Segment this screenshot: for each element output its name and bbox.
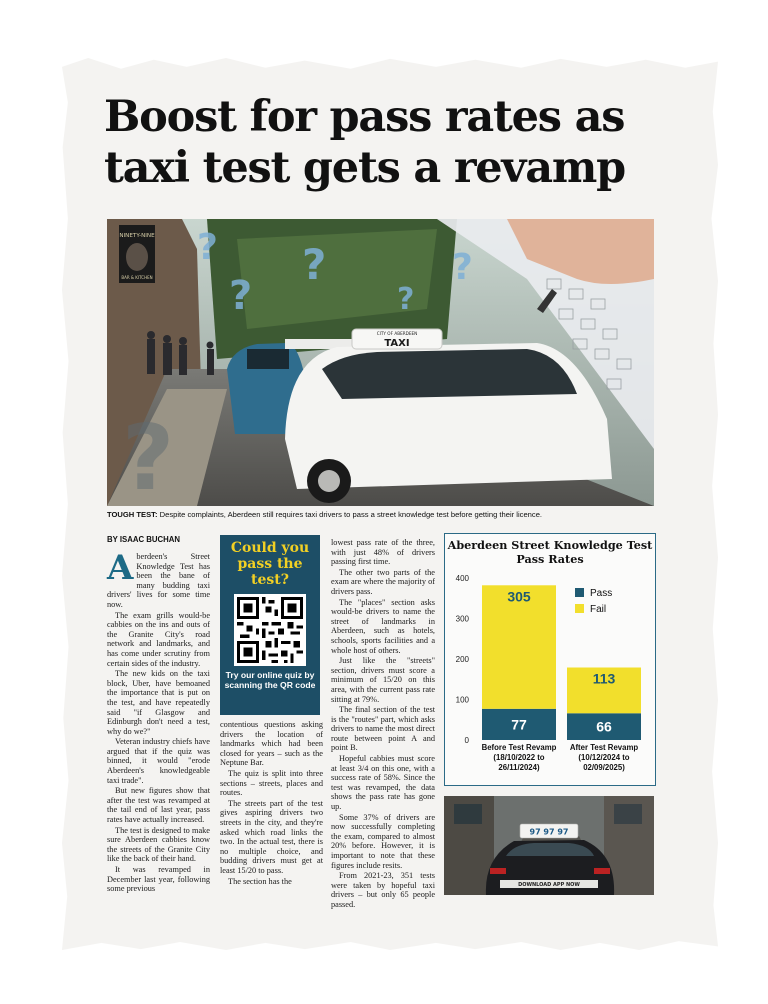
paragraph: But new figures show that after the test was revamped at the tail end of last year, pass rates have actually increased. <box>107 786 210 825</box>
taxi-street-photo <box>107 219 654 506</box>
byline: BY ISAAC BUCHAN <box>107 535 181 544</box>
question-mark-icon: ? <box>302 240 327 289</box>
x-category-label: (18/10/2022 to <box>493 753 545 762</box>
drop-cap: A <box>107 548 134 588</box>
rear-plate-text: DOWNLOAD APP NOW <box>518 882 580 888</box>
caption-text: Despite complaints, Aberdeen still requires taxi drivers to pass a street knowledge test before getting their licence. <box>157 510 543 519</box>
x-category-label: After Test Revamp <box>569 743 639 752</box>
paragraph: The final section of the test is the "routes" part, which asks drivers to name the most direct route between point A and point B. <box>331 705 435 753</box>
legend-swatch-fail <box>575 604 584 613</box>
paragraph: Some 37% of drivers are now successfully completing the exam, compared to almost 20% before. However, it is important to note that these figures include resits. <box>331 812 435 870</box>
taxi-sign: TAXI <box>384 338 410 349</box>
rear-taxi-sign: 97 97 97 <box>529 827 569 837</box>
headline <box>104 92 664 194</box>
headline-line-1: Boost for pass rates as <box>104 92 625 142</box>
data-label: 66 <box>596 718 612 735</box>
pass-rate-chart <box>445 534 655 785</box>
paragraph: It was revamped in December last year, following some previous <box>107 865 210 894</box>
legend-swatch-pass <box>575 588 584 597</box>
paragraph: The section has the <box>228 876 292 886</box>
legend-label-pass: Pass <box>590 588 613 599</box>
chart-title: Aberdeen Street Knowledge Test Pass Rates <box>447 538 653 566</box>
paragraph: The test is designed to make sure Aberdeen cabbies know the streets of the Granite City like the back of their hand. <box>107 825 210 864</box>
taxi-rear-illustration <box>444 796 654 895</box>
question-mark-icon: ? <box>452 247 473 288</box>
data-label: 77 <box>511 716 527 733</box>
photo-caption <box>107 510 654 519</box>
paragraph: contentious questions asking drivers the location of landmarks which had been closed for years – such as the Neptune Bar. <box>220 720 323 768</box>
x-category-label: 26/11/2024) <box>498 763 540 772</box>
y-tick-label: 100 <box>455 695 469 705</box>
y-tick-label: 0 <box>464 736 469 745</box>
taxi-street-illustration <box>107 219 654 506</box>
promo-text: Try our online quiz by scanning the QR code <box>224 670 316 690</box>
legend-label-fail: Fail <box>590 604 607 615</box>
pub-sign-line-2: BAR & KITCHEN <box>121 275 153 280</box>
paragraph: The other two parts of the exam are where the majority of drivers pass. <box>331 567 435 596</box>
x-category-label: Before Test Revamp <box>481 743 557 752</box>
qr-code[interactable] <box>234 594 306 666</box>
paragraph: Just like the "streets" section, drivers must score a minimum of 15/20 on this area, with the current pass rate sitting at 79%. <box>331 656 435 704</box>
pub-sign-line-1: NINETY-NINE <box>119 233 155 239</box>
quiz-promo-box[interactable] <box>220 535 320 715</box>
article-column-1 <box>107 548 210 895</box>
x-category-label: (10/12/2024 to <box>578 753 630 762</box>
paragraph: The "places" section asks would-be drivers to name the street of landmarks in Aberdeen, such as hotels, schools, sports facilities and a whole host of others. <box>331 597 435 655</box>
caption-lead: TOUGH TEST: <box>107 510 158 519</box>
paragraph: Veteran industry chiefs have argued that if the quiz was binned, it would "erode Aberdeen's knowledgeable taxi trade". <box>107 737 210 785</box>
promo-title: Could you pass the test? <box>230 540 310 588</box>
paragraph: lowest pass rate of the three, with just 48% of drivers passing first time. <box>331 538 435 567</box>
paragraph: The exam grills would-be cabbies on the ins and outs of the Granite City's road network and landmarks, and has come under scrutiny from certain sides of the industry. <box>107 610 210 668</box>
qr-code-icon <box>237 597 303 663</box>
paragraph: From 2021-23, 351 tests were taken by hopeful taxi drivers – but only 65 people passed. <box>331 871 435 909</box>
question-mark-icon: ? <box>229 273 253 319</box>
data-label: 305 <box>507 588 531 605</box>
article-column-3 <box>331 538 435 911</box>
y-tick-label: 300 <box>455 614 469 624</box>
article-column-2 <box>220 720 323 887</box>
paragraph: Hopeful cabbies must score at least 3/4 on this one, with a success rate of 58%. Since the test was revamped, the data shows the pass rate has gone up. <box>331 754 435 812</box>
paragraph: The streets part of the test gives aspiring drivers two streets in the city, and they're asked which road links the two. In the actual test, there is no multiple choice, and budding drivers must get at least 15/20 to pass. <box>220 798 323 875</box>
y-tick-label: 200 <box>455 655 469 664</box>
x-category-label: 02/09/2025) <box>583 763 625 772</box>
y-tick-label: 400 <box>455 574 469 583</box>
taxi-sign-top: CITY OF ABERDEEN <box>376 331 418 336</box>
paragraph: The quiz is split into three sections – streets, places and routes. <box>220 768 323 798</box>
question-mark-icon: ? <box>397 282 415 317</box>
question-mark-icon: ? <box>122 406 175 506</box>
paragraph: Aberdeen's Street Knowledge Test has been the bane of many budding taxi drivers' lives for some time now. <box>107 548 210 609</box>
headline-line-2: taxi test gets a revamp <box>104 143 626 193</box>
paragraph: The new kids on the taxi block, Uber, have bemoaned the importance that is put on the test, and have repeatedly said "if Glasgow and Edinburgh don't need a test, why do we?" <box>107 669 210 736</box>
pass-rate-chart-box <box>444 533 656 786</box>
taxi-rear-photo <box>444 796 654 895</box>
question-mark-icon: ? <box>197 227 218 268</box>
data-label: 113 <box>592 670 616 687</box>
